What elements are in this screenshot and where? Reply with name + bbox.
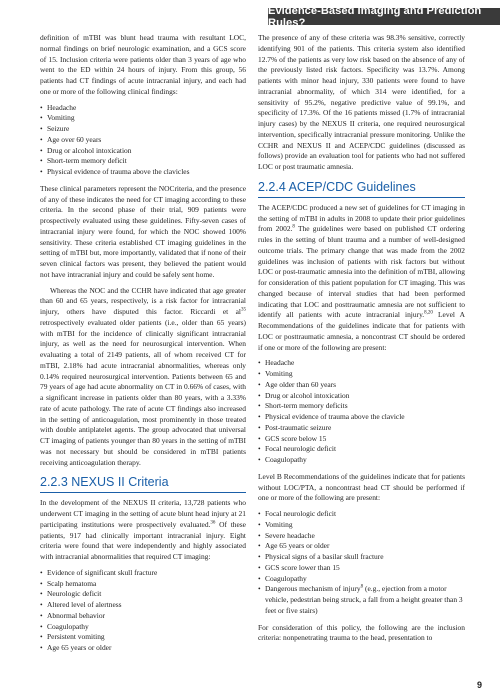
level-a-criterion-item: • Coagulopathy (258, 455, 465, 466)
level-b-criterion-item: • Severe headache (258, 531, 465, 542)
page-number: 9 (476, 680, 482, 690)
left-paragraph-3 (40, 286, 246, 469)
level-b-criterion-item: • Coagulopathy (258, 574, 465, 585)
left-paragraph-3-b: retrospectively evaluated older patients (i.e., older than 65 years) with mTBI for the incidence of clinically significant intracranial injury, as well as the need for neurosurgical intervention. When evaluating a total of 2149 patients, all of whom received CT for mTBI, 2.18% had acute intracranial abnormalities, whereas only 0.14% required neurosurgical intervention. Patients between 65 and 79 years of age had acute abnormality on CT in 0.66% of cases, with a significant increase in patients older than 80 years, with a 3.33% rate of acute pathology. The rate of acute CT findings also increased in the setting of anticoagulation, most prominently in those treated with double antiplatelet agents. The group advocated that universal CT imaging of patients younger than 80 years in the setting of mTBI was not necessary but should be considered in mTBI patients receiving anticoagulation therapy. (40, 317, 246, 467)
dangerous-mechanism-examples: (e.g., ejection from a motor vehicle, pedestrian being struck, a fall from a height greater than 3 feet or five stairs) (265, 584, 463, 615)
section-heading-nexus: 2.2.3 NEXUS II Criteria (40, 475, 246, 493)
left-paragraph-2: These clinical parameters represent the NOCriteria, and the presence of any of these indicates the need for CT imaging according to these criteria. In the second phase of their trial, 909 patients were prospectively evaluated using these guidelines. Fifty-seven cases of intracranial injury were found, for which the NOC showed 100% sensitivity. These criteria established CT imaging guidelines in the setting of mTBI but, more importantly, validated that if none of their seven clinical factors was present, they believed the patient would not have intracranial injury and could be safely sent home. (40, 183, 246, 279)
dangerous-mechanism-label: Dangerous mechanism of injury (265, 584, 361, 594)
right-paragraph-2 (258, 203, 465, 354)
noc-criterion-item: • Physical evidence of trauma above the clavicles (40, 167, 246, 178)
right-paragraph-2-c: Level A Recommendations of the guidelines indicate that for patients with LOC or posttraumatic amnesia, a noncontrast CT should be ordered if one or more of the following are present: (258, 310, 465, 352)
section-heading-acep: 2.2.4 ACEP/CDC Guidelines (258, 180, 465, 198)
level-b-criterion-item: • Vomiting (258, 520, 465, 531)
noc-criterion-item: • Vomiting (40, 113, 246, 124)
citation-8-b: 8 (360, 584, 364, 590)
noc-criterion-item: • Headache (40, 103, 246, 114)
level-a-criterion-item: • GCS score below 15 (258, 434, 465, 445)
nexus-criterion-item: • Scalp hematoma (40, 579, 246, 590)
noc-criterion-item: • Age over 60 years (40, 135, 246, 146)
level-a-criterion-item: • Age older than 60 years (258, 380, 465, 391)
citation-8-20: 8,20 (424, 310, 433, 316)
nexus-criterion-item: • Altered level of alertness (40, 600, 246, 611)
right-paragraph-2-b: The guidelines were based on published CT ordering rules in the setting of blunt trauma and a number of well-designed outcome trials. The primary change that was made from the 2002 guidelines was inclusion of patients with risk factors but without LOC or post-traumatic amnesia into the definition of mTBI, allowing for consideration of this patient population for CT imaging. This was changed because of interval studies that had been performed indicating that LOC and posttraumatic amnesia are not sufficient to identify all patients with acute intracranial injury. (258, 224, 465, 320)
noc-criterion-item: • Drug or alcohol intoxication (40, 146, 246, 157)
level-a-criterion-item: • Post-traumatic seizure (258, 423, 465, 434)
level-b-criterion-item: • GCS score lower than 15 (258, 563, 465, 574)
nexus-criterion-item: • Neurologic deficit (40, 589, 246, 600)
level-a-criterion-item: • Physical evidence of trauma above the clavicle (258, 412, 465, 423)
right-paragraph-4: For consideration of this policy, the following are the inclusion criteria: nonpenetrating trauma to the head, presentation to (258, 622, 465, 643)
right-paragraph-2-a: The ACEP/CDC produced a new set of guidelines for CT imaging in the setting of mTBI in adults in 2008 to update their prior guidelines from 2002. (258, 202, 465, 234)
level-a-criterion-item: • Headache (258, 358, 465, 369)
nexus-criterion-item: • Evidence of significant skull fracture (40, 568, 246, 579)
right-paragraph-1: The presence of any of these criteria was 98.3% sensitive, correctly identifying 901 of the patients. This criteria system also identified 12.7% of the patients as very low risk based on the absence of any of the previously listed risk factors. Specificity was 13.7%. Among patients with minor head injury, 330 patients were found to have intracranial abnormality, of which 314 were identified, for a sensitivity of 95.2%, negative predictive value of 99.1%, and specificity of 17.3%. Of the 16 patients missed (1.7% of intracranial injury cases) by the NEXUS II criteria, one required neurosurgical intervention, specifically intracranial pressure monitoring. Unlike the CCHR and NEXUS II and ACEP/CDC guidelines (discussed as follows) provide an evaluation tool for patients who had not suffered LOC or post traumatic amnesia. (258, 33, 465, 171)
noc-criteria-list (40, 103, 246, 178)
level-a-criterion-item: • Short-term memory deficits (258, 401, 465, 412)
noc-criterion-item: • Seizure (40, 124, 246, 135)
level-b-criterion-item: • Physical signs of a basilar skull fracture (258, 552, 465, 563)
citation-36: 36 (210, 520, 216, 526)
level-a-list (258, 358, 465, 466)
right-paragraph-3: Level B Recommendations of the guidelines indicate that for patients without LOC/PTA, a noncontrast head CT should be performed if one or more of the following are present: (258, 471, 465, 503)
left-paragraph-4-a: In the development of the NEXUS II criteria, 13,728 patients who underwent CT imaging in the setting of acute blunt head injury at 21 participating institutions were prospectively evaluated. (40, 498, 246, 529)
level-b-criterion-item: • Age 65 years or older (258, 541, 465, 552)
left-paragraph-4 (40, 498, 246, 563)
nexus-criterion-item: • Age 65 years or older (40, 643, 246, 654)
nexus-criterion-item: • Abnormal behavior (40, 611, 246, 622)
header-spacer (0, 0, 268, 26)
right-column (258, 33, 465, 649)
running-title: Evidence-Based Imaging and Prediction Rules? (268, 8, 500, 25)
level-a-criterion-item: • Vomiting (258, 369, 465, 380)
level-b-criterion-dangerous-mechanism (258, 584, 465, 616)
level-b-criterion-item: • Focal neurologic deficit (258, 509, 465, 520)
citation-35: 35 (241, 307, 246, 313)
level-a-criterion-item: • Focal neurologic deficit (258, 444, 465, 455)
left-paragraph-4-b: Of these patients, 917 had clinically important intracranial injury. Eight criteria were found that were independently and highly associated with intracranial abnormalities that required CT imaging: (40, 519, 246, 561)
level-a-criterion-item: • Drug or alcohol intoxication (258, 391, 465, 402)
citation-8: 8 (292, 224, 295, 230)
nexus-criterion-item: • Coagulopathy (40, 622, 246, 633)
level-b-list (258, 509, 465, 617)
left-paragraph-3-a: Whereas the NOC and the CCHR have indicated that age greater than 60 and 65 years, respectively, is a risk factor for intracranial injury, others have disputed this factor. Riccardi et al (40, 285, 246, 316)
nexus-criteria-list (40, 568, 246, 654)
left-paragraph-1: definition of mTBI was blunt head trauma with resultant LOC, normal findings on brief neurologic examination, and a GCS score of 15. Inclusion criteria were patients older than 3 years of age who went to the ED within 24 hours of injury. From this group, 56 patients had CT findings of acute intracranial injury, and each had one or more of the following clinical findings: (40, 33, 246, 96)
left-column (40, 33, 246, 660)
noc-criterion-item: • Short-term memory deficit (40, 156, 246, 167)
running-header (0, 0, 500, 29)
nexus-criterion-item: • Persistent vomiting (40, 632, 246, 643)
